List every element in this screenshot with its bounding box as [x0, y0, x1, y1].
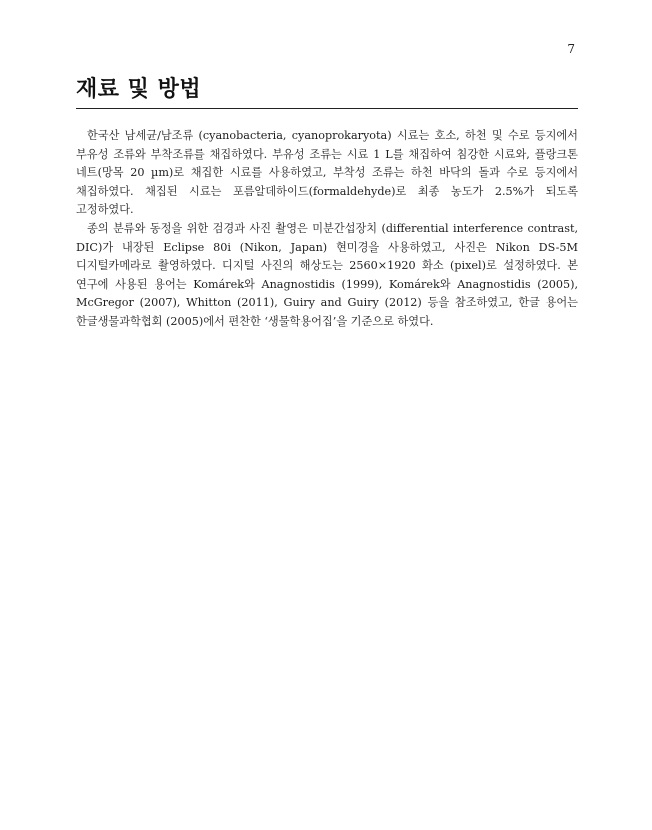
- paragraph-identification-methods: 종의 분류와 동정을 위한 검경과 사진 촬영은 미분간섭장치 (differential interference contrast, DIC)가 내장된 Eclipse 80i (Nikon, Japan) 현미경을 사용하였고, 사진은 Nikon DS-5M 디지털카메라로 촬영하였다. 디지털 사진의 해상도는 2560×1920 화소 (pixel)로 설정하였다. 본 연구에 사용된 용어는 Komárek와 Anagnostidis (1999), Komárek와 Anagnostidis (2005), McGregor (2007), Whitton (2011), Guiry and Guiry (2012) 등을 참조하였고, 한글 용어는 한글생물과학협회 (2005)에서 편찬한 ‘생물학용어집’을 기준으로 하였다.: [76, 221, 578, 328]
- section-header: [76, 74, 578, 109]
- section-body: [76, 127, 578, 332]
- paragraph-sample-collection: 한국산 남세균/남조류 (cyanobacteria, cyanoprokaryota) 시료는 호소, 하천 및 수로 등지에서 부유성 조류와 부착조류를 채집하였다. 부유성 조류는 시료 1 L를 채집하여 침강한 시료와, 플랑크톤 네트(망목 20 µm)로 채집한 시료를 사용하였고, 부착성 조류는 하천 바닥의 돌과 수로 등지에서 채집하였다. 채집된 시료는 포름알데하이드(formaldehyde)로 최종 농도가 2.5%가 되도록 고정하였다.: [76, 129, 578, 217]
- section-title: 재료 및 방법: [76, 76, 202, 102]
- page-number: 7: [567, 42, 575, 56]
- title-divider: [76, 108, 578, 109]
